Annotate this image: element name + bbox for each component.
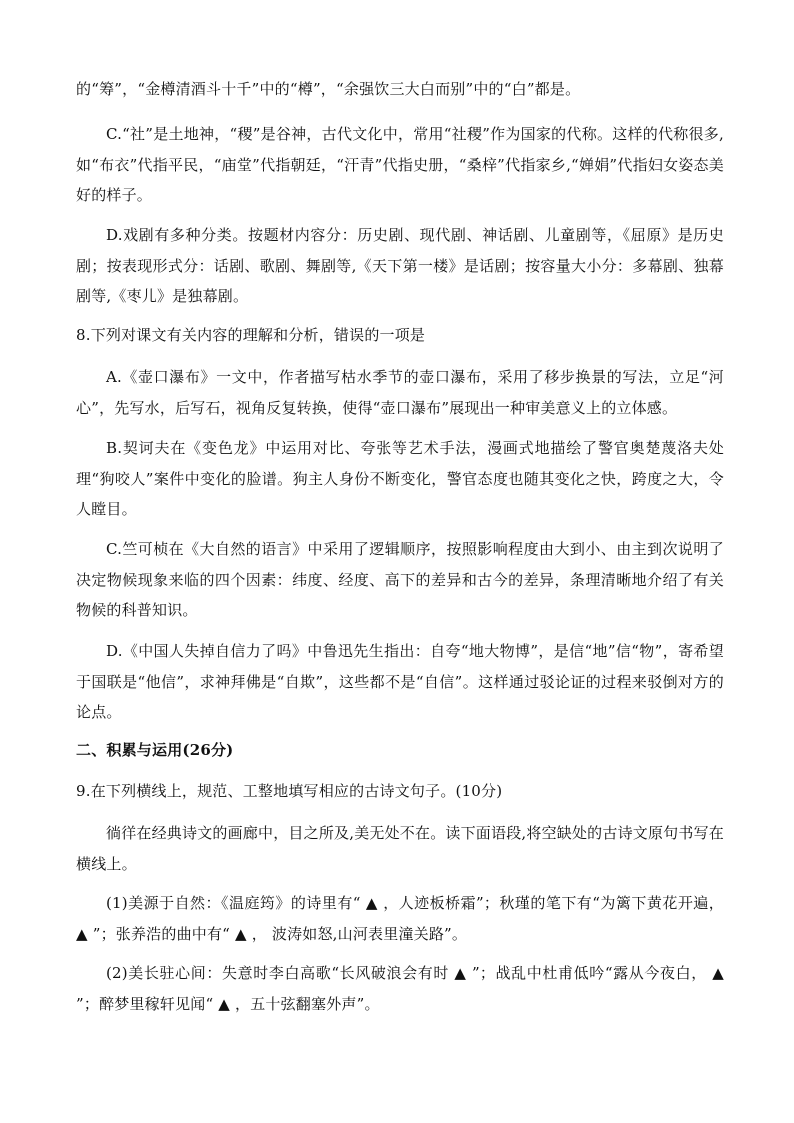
question-9-stem: 9.在下列横线上，规范、工整地填写相应的古诗文句子。(10分) [76,782,503,800]
paragraph-option-b-continued: 的“筹”，“金樽清酒斗十千”中的“樽”，“余强饮三大白而别”中的“白”都是。 [76,80,581,98]
section-heading-2: 二、积累与运用(26分) [76,741,234,759]
question-9-part-2: (2)美长驻心间：失意时李白高歌“长风破浪会有时 ▲ ”；战乱中杜甫低吟“露从今夜白， ▲ ”；醉梦里稼轩见闻“ ▲ ，五十弦翻塞外声”。 [76,964,724,1013]
question-8-stem: 8.下列对课文有关内容的理解和分析，错误的一项是 [76,326,426,344]
question-9-intro: 徜徉在经典诗文的画廊中，目之所及,美无处不在。读下面语段,将空缺处的古诗文原句书写在横线上。 [76,824,724,873]
question-8-option-d: D.《中国人失掉自信力了吗》中鲁迅先生指出：自夸“地大物博”，是信“地”信“物”，寄希望于国联是“他信”，求神拜佛是“自欺”，这些都不是“自信”。这样通过驳论证的过程来驳倒对方的论点。 [76,642,724,721]
paragraph-option-c: C.“社”是土地神，“稷”是谷神，古代文化中，常用“社稷”作为国家的代称。这样的代称很多,如“布衣”代指平民，“庙堂”代指朝廷，“汗青”代指史册，“桑梓”代指家乡,“婵娟”代指妇女姿态美好的样子。 [76,125,724,204]
question-8-option-c: C.竺可桢在《大自然的语言》中采用了逻辑顺序，按照影响程度由大到小、由主到次说明了决定物候现象来临的四个因素：纬度、经度、高下的差异和古今的差异，条理清晰地介绍了有关物候的科普知识。 [76,540,724,619]
question-8-option-a: A.《壶口瀑布》一文中，作者描写枯水季节的壶口瀑布，采用了移步换景的写法，立足“河心”，先写水，后写石，视角反复转换，使得“壶口瀑布”展现出一种审美意义上的立体感。 [76,368,724,417]
paragraph-option-d: D.戏剧有多种分类。按题材内容分：历史剧、现代剧、神话剧、儿童剧等，《屈原》是历史剧；按表现形式分：话剧、歌剧、舞剧等,《天下第一楼》是话剧；按容量大小分：多幕剧、独幕剧等,《枣儿》是独幕剧。 [76,226,724,305]
question-8-option-b: B.契诃夫在《变色龙》中运用对比、夸张等艺术手法，漫画式地描绘了警官奥楚蔑洛夫处理“狗咬人”案件中变化的脸谱。狗主人身份不断变化，警官态度也随其变化之快，跨度之大，令人瞠目。 [76,439,724,518]
question-9-part-1: (1)美源于自然：《温庭筠》的诗里有“ ▲ ，人迹板桥霜”；秋瑾的笔下有“为篱下黄花开遍， ▲ ”；张养浩的曲中有“ ▲ ， 波涛如怒,山河表里潼关路”。 [76,894,724,943]
